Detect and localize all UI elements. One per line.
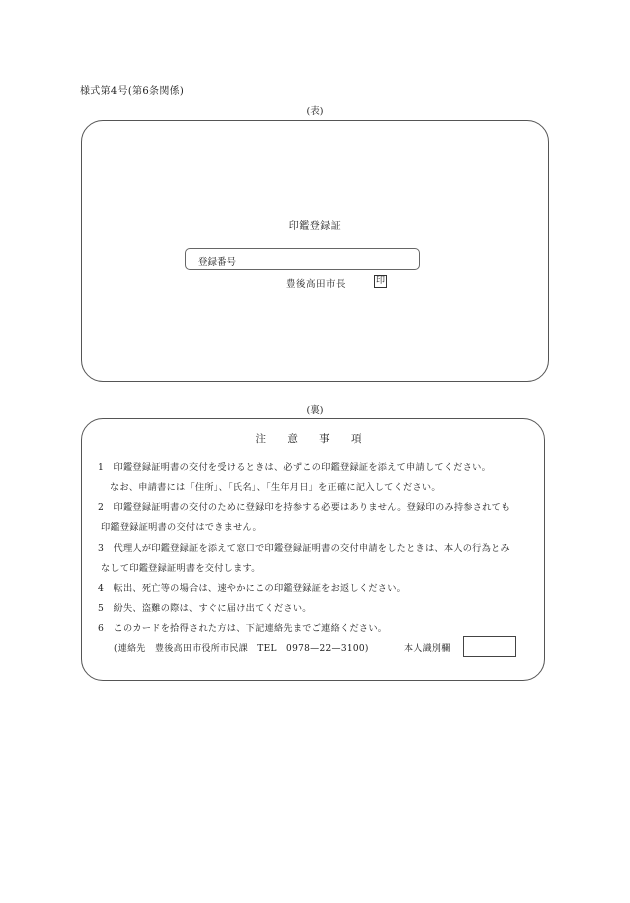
identification-label: 本人識別欄 [404, 644, 451, 654]
back-side-label: (裏) [306, 405, 324, 416]
registration-number-label: 登録番号 [198, 257, 237, 268]
registration-card-back [81, 418, 545, 681]
registration-number-field [185, 248, 420, 270]
front-side-label: (表) [306, 106, 324, 117]
note-line: なして印鑑登録証明書を交付します。 [101, 563, 261, 574]
form-number: 様式第4号(第6条関係) [80, 86, 185, 97]
note-line: 6 このカードを拾得された方は、下記連絡先までご連絡ください。 [98, 623, 388, 634]
identification-box [463, 636, 516, 657]
note-line: 5 紛失、盗難の際は、すぐに届け出てください。 [98, 603, 312, 614]
note-line: なお、申請書には「住所」、「氏名」、「生年月日」を正確に記入してください。 [110, 482, 441, 493]
note-line: 3 代理人が印鑑登録証を添えて窓口で印鑑登録証明書の交付申請をしたときは、本人の行為とみ [98, 543, 510, 554]
seal-stamp: 印 [375, 276, 385, 286]
notes-title: 注 意 事 項 [255, 433, 371, 445]
note-line: 印鑑登録証明書の交付はできません。 [101, 522, 262, 533]
note-line: 2 印鑑登録証明書の交付のために登録印を持参する必要はありません。登録印のみ持参されても [98, 502, 511, 513]
registration-card-front [81, 120, 549, 382]
note-line: 1 印鑑登録証明書の交付を受けるときは、必ずこの印鑑登録証を添えて申請してください。 [98, 462, 492, 473]
issuer-name: 豊後高田市長 [286, 279, 347, 290]
contact-info: (連絡先 豊後高田市役所市民課 TEL 0978—22—3100) [114, 644, 369, 654]
note-line: 4 転出、死亡等の場合は、速やかにこの印鑑登録証をお返しください。 [98, 583, 407, 594]
card-title: 印鑑登録証 [288, 221, 342, 232]
